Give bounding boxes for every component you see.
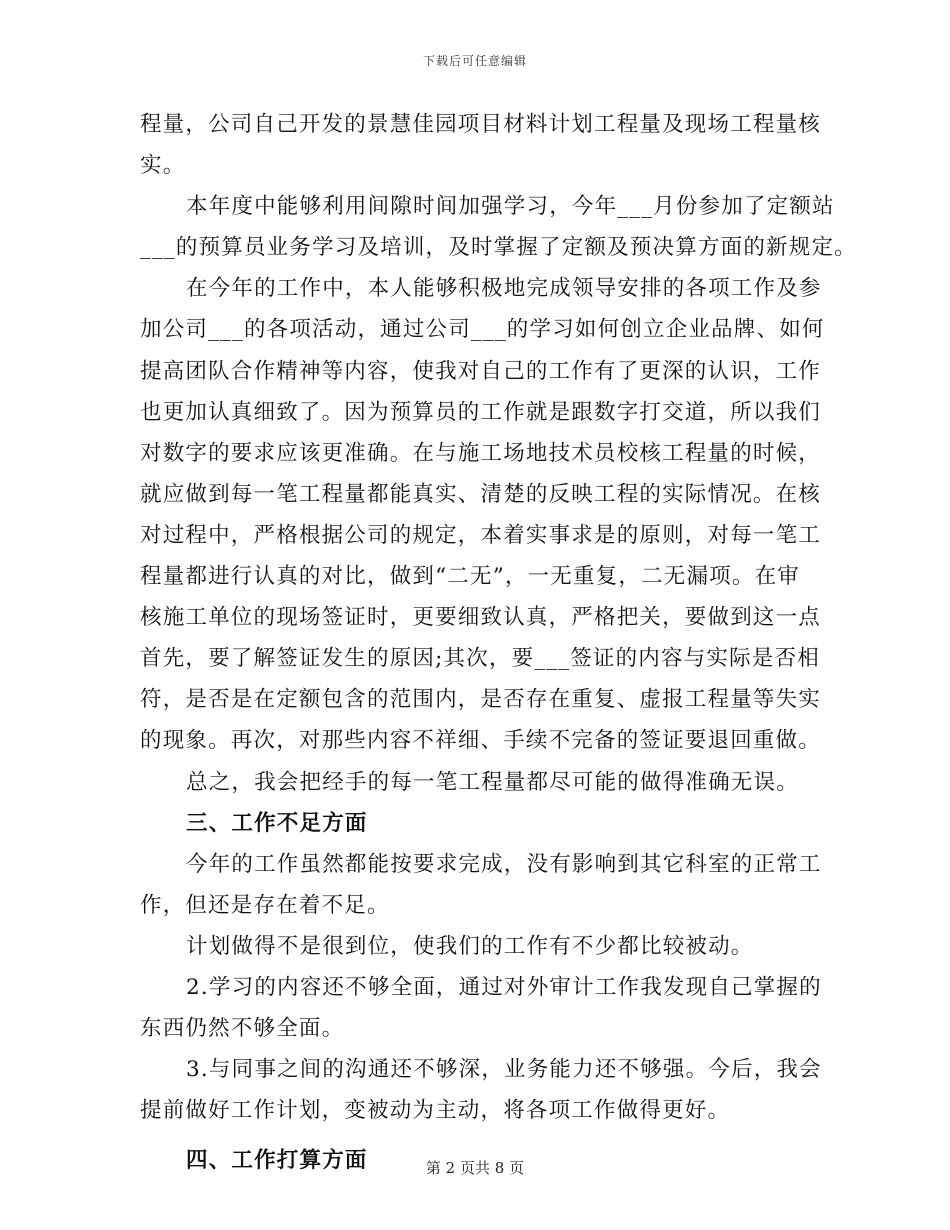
text-line: 对数字的要求应该更准确。在与施工场地技术员校核工程量的时候， — [140, 440, 822, 466]
paragraph-start: 本年度中能够利用间隙时间加强学习，今年___月份参加了定额站 — [186, 194, 835, 220]
text-line: 作，但还是存在着不足。 — [140, 892, 390, 918]
text-line: 实。 — [140, 153, 186, 179]
paragraph-start: 总之，我会把经手的每一笔工程量都尽可能的做得准确无误。 — [186, 769, 799, 795]
page-footer: 第 2 页共 8 页 — [425, 1159, 525, 1177]
text-line: ___的预算员业务学习及培训，及时掌握了定额及预决算方面的新规定。 — [140, 235, 857, 261]
section-heading-4: 四、工作打算方面 — [186, 1148, 368, 1174]
list-item-2: 2.学习的内容还不够全面，通过对外审计工作我发现自己掌握的 — [186, 974, 822, 1000]
text-line: 程量，公司自己开发的景慧佳园项目材料计划工程量及现场工程量核 — [140, 112, 822, 137]
list-item-3: 3.与同事之间的沟通还不够深，业务能力还不够强。今后，我会 — [186, 1057, 822, 1083]
text-line: 核施工单位的现场签证时，更要细致认真，严格把关，要做到这一点 — [140, 605, 822, 631]
section-heading-3: 三、工作不足方面 — [186, 810, 368, 836]
text-line: 符，是否是在定额包含的范围内，是否存在重复、虚报工程量等失实 — [140, 687, 822, 713]
paragraph-start: 计划做得不是很到位，使我们的工作有不少都比较被动。 — [186, 933, 754, 959]
paragraph-start: 在今年的工作中，本人能够积极地完成领导安排的各项工作及参 — [186, 276, 822, 302]
text-line: 东西仍然不够全面。 — [140, 1016, 345, 1042]
text-line: 程量都进行认真的对比，做到“二无”，一无重复，二无漏项。在审 — [140, 564, 800, 590]
text-line: 就应做到每一笔工程量都能真实、清楚的反映工程的实际情况。在核 — [140, 481, 822, 507]
text-line: 也更加认真细致了。因为预算员的工作就是跟数字打交道，所以我们 — [140, 399, 822, 425]
text-line: 加公司___的各项活动，通过公司___的学习如何创立企业品牌、如何 — [140, 317, 825, 343]
text-line: 提前做好工作计划，变被动为主动，将各项工作做得更好。 — [140, 1098, 731, 1124]
text-line: 对过程中，严格根据公司的规定，本着实事求是的原则，对每一笔工 — [140, 522, 822, 548]
page-header: 下载后可任意编辑 — [422, 54, 527, 68]
text-line: 首先，要了解签证发生的原因;其次，要___签证的内容与实际是否相 — [140, 646, 820, 672]
text-line: 提高团队合作精神等内容，使我对自己的工作有了更深的认识，工作 — [140, 358, 822, 384]
document-body — [140, 104, 857, 1183]
paragraph-start: 今年的工作虽然都能按要求完成，没有影响到其它科室的正常工 — [186, 851, 822, 877]
text-line: 的现象。再次，对那些内容不祥细、手续不完备的签证要退回重做。 — [140, 728, 822, 754]
